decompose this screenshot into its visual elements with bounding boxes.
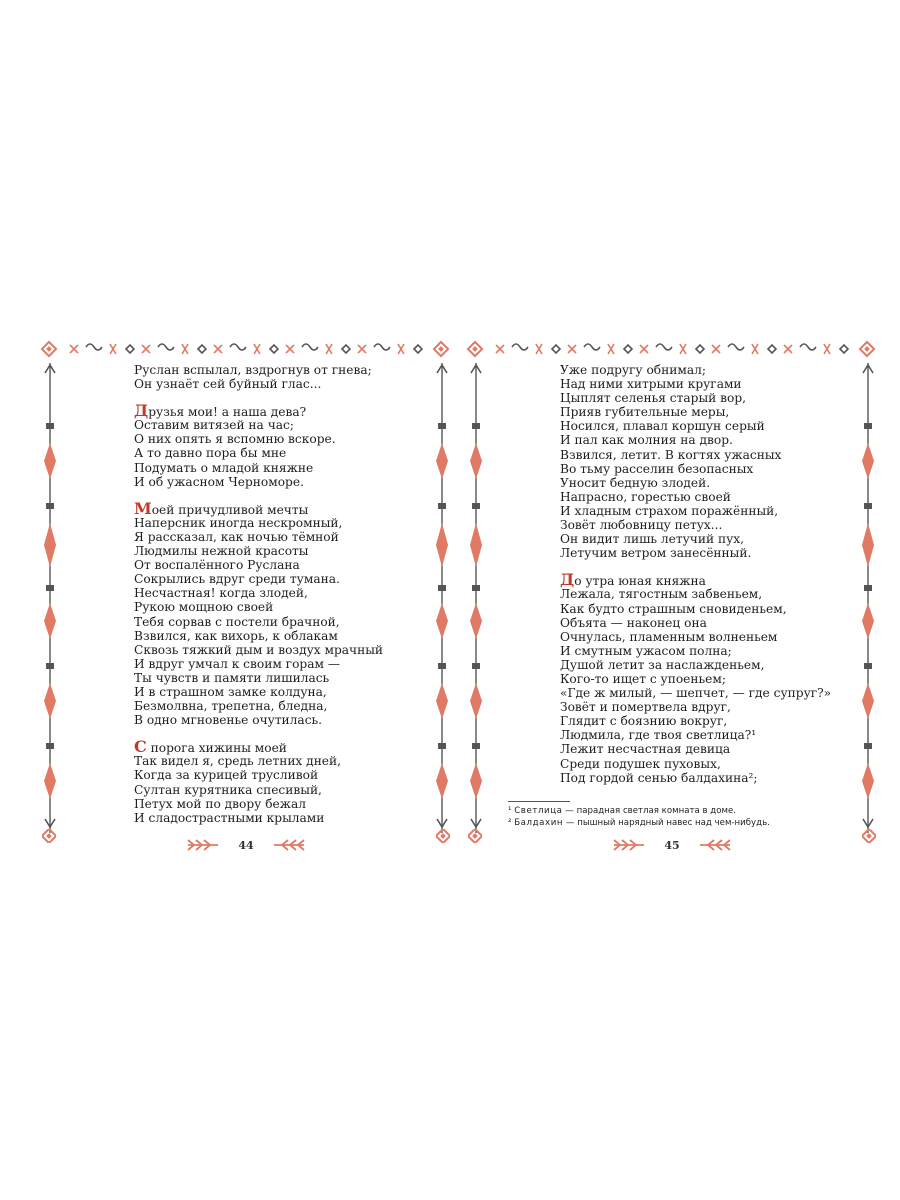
page-footer (36, 835, 456, 855)
poem-line: О них опять я вспомню вскоре. (134, 432, 336, 447)
poem-line: Уносит бедную злодей. (560, 475, 711, 490)
poem-line: Оставим витязей на час; (134, 418, 294, 433)
left-ornament-border (466, 363, 486, 833)
footnote-text: — пышный нарядный навес над чем-нибудь. (563, 818, 770, 828)
top-ornament-border (36, 335, 456, 365)
page-footer (462, 835, 882, 855)
poem-line: Объята — наконец она (560, 615, 707, 630)
poem-line: о утра юная княжна (574, 574, 706, 589)
poem-line: Цыплят селенья старый вор, (560, 391, 747, 406)
ornament-corner-icon (860, 342, 874, 356)
poem-line: Лежала, тягостным забвеньем, (560, 587, 763, 602)
poem-line: Сквозь тяжкий дым и воздух мрачный (134, 642, 384, 657)
stanza (134, 401, 383, 489)
ornament-corner-icon (42, 342, 56, 356)
poem-line: Носился, плавал коршун серый (560, 419, 765, 434)
poem-line: Во тьму расселин безопасных (560, 461, 754, 476)
right-ornament-border (858, 363, 878, 833)
poem-line: Очнулась, пламенным волненьем (560, 629, 778, 644)
poem-line: Наперсник иногда нескромный, (134, 515, 343, 530)
footnote-text: — парадная светлая комната в доме. (562, 806, 736, 816)
poem-line: И смутным ужасом полна; (560, 643, 732, 658)
poem-line: Людмила, где твоя светлица?¹ (560, 728, 757, 743)
footnote-mark: ¹ (508, 806, 512, 816)
drop-initial: С (134, 737, 147, 757)
poem-line: Несчастная! когда злодей, (134, 586, 308, 601)
arrows-left-ornament-icon (270, 838, 306, 852)
page-number: 45 (664, 838, 680, 852)
poem-line: А то давно пора бы мне (134, 446, 287, 461)
footnote-divider (508, 801, 570, 802)
ornament-corner-icon (468, 342, 482, 356)
drop-initial: М (134, 498, 152, 518)
right-page (462, 335, 882, 865)
poem-line: Руслан вспылал, вздрогнув от гнева; (134, 363, 372, 377)
footnote-term: Светлица (514, 806, 563, 816)
poem-line: Султан курятника спесивый, (134, 782, 322, 797)
poem-line: Взвился, как вихорь, к облакам (134, 628, 338, 643)
footnote-mark: ² (508, 818, 512, 828)
poem-line: Зовёт любовницу петух... (560, 518, 723, 533)
poem-line: Он видит лишь летучий пух, (560, 532, 745, 547)
poem-line: Лежит несчастная девица (560, 742, 731, 757)
left-ornament-border (40, 363, 60, 833)
right-ornament-border (432, 363, 452, 833)
poem-line: Рукою мощною своей (134, 600, 274, 615)
drop-initial: Д (134, 401, 149, 421)
poem-line: И сладострастными крылами (134, 810, 325, 825)
poem-line: Петух мой по двору бежал (134, 796, 306, 811)
poem-line: И хладным страхом поражённый, (560, 503, 779, 518)
poem-text (134, 363, 383, 825)
ornament-corner-icon (434, 342, 448, 356)
poem-line: Подумать о младой княжне (134, 460, 314, 475)
footnote (508, 817, 770, 829)
poem-line: Как будто страшным сновиденьем, (560, 601, 787, 616)
poem-line: Прияв губительные меры, (560, 405, 730, 420)
poem-line: Душой летит за наслажденьем, (560, 657, 765, 672)
poem-line: В одно мгновенье очутилась. (134, 713, 323, 728)
poem-line: От воспалённого Руслана (134, 558, 300, 573)
poem-line: Тебя сорвав с постели брачной, (134, 614, 340, 629)
stanza (560, 363, 831, 560)
poem-line: Он узнаёт сей буйный глас... (134, 377, 322, 392)
poem-line: И вдруг умчал к своим горам — (134, 656, 341, 671)
stanza (134, 737, 383, 825)
top-ornament-border (462, 335, 882, 365)
poem-line: Взвился, летит. В когтях ужасных (560, 447, 782, 462)
poem-text (560, 363, 831, 785)
poem-line: Когда за курицей трусливой (134, 768, 319, 783)
arrows-left-ornament-icon (696, 838, 732, 852)
footnote (508, 805, 770, 817)
poem-line: И об ужасном Черноморе. (134, 474, 304, 489)
page-number: 44 (238, 838, 254, 852)
poem-line: рузья мои! а наша дева? (148, 405, 307, 420)
poem-line: Безмолвна, трепетна, бледна, (134, 699, 328, 714)
poem-line: Кого-то ищет с упоеньем; (560, 671, 726, 686)
poem-line: Под гордой сенью балдахина²; (560, 770, 758, 785)
poem-line: Среди подушек пуховых, (560, 756, 721, 771)
poem-line: И пал как молния на двор. (560, 433, 733, 448)
arrows-right-ornament-icon (612, 838, 648, 852)
poem-line: «Где ж милый, — шепчет, — где супруг?» (560, 686, 832, 701)
poem-line: И в страшном замке колдуна, (134, 684, 327, 699)
poem-line: Я рассказал, как ночью тёмной (134, 529, 339, 544)
poem-line: Людмилы нежной красоты (134, 544, 309, 559)
arrows-right-ornament-icon (186, 838, 222, 852)
footnotes (508, 801, 770, 829)
poem-line: Так видел я, средь летних дней, (134, 754, 342, 769)
footnote-term: Балдахин (514, 818, 564, 828)
poem-line: Над ними хитрыми кругами (560, 377, 742, 392)
stanza (134, 498, 384, 728)
poem-line: Ты чувств и памяти лишилась (134, 670, 330, 685)
left-page (36, 335, 456, 865)
poem-line: Зовёт и помертвела вдруг, (560, 700, 731, 715)
poem-line: Летучим ветром занесённый. (560, 546, 752, 561)
drop-initial: Д (560, 570, 575, 590)
stanza (134, 363, 383, 391)
poem-line: оей причудливой мечты (151, 502, 309, 517)
poem-line: Напрасно, горестью своей (560, 489, 731, 504)
poem-line: порога хижины моей (146, 741, 287, 756)
poem-line: Глядит с боязнию вокруг, (560, 714, 728, 729)
stanza (560, 570, 832, 785)
poem-line: Сокрылись вдруг среди тумана. (134, 572, 340, 587)
poem-line: Уже подругу обнимал; (560, 363, 706, 377)
